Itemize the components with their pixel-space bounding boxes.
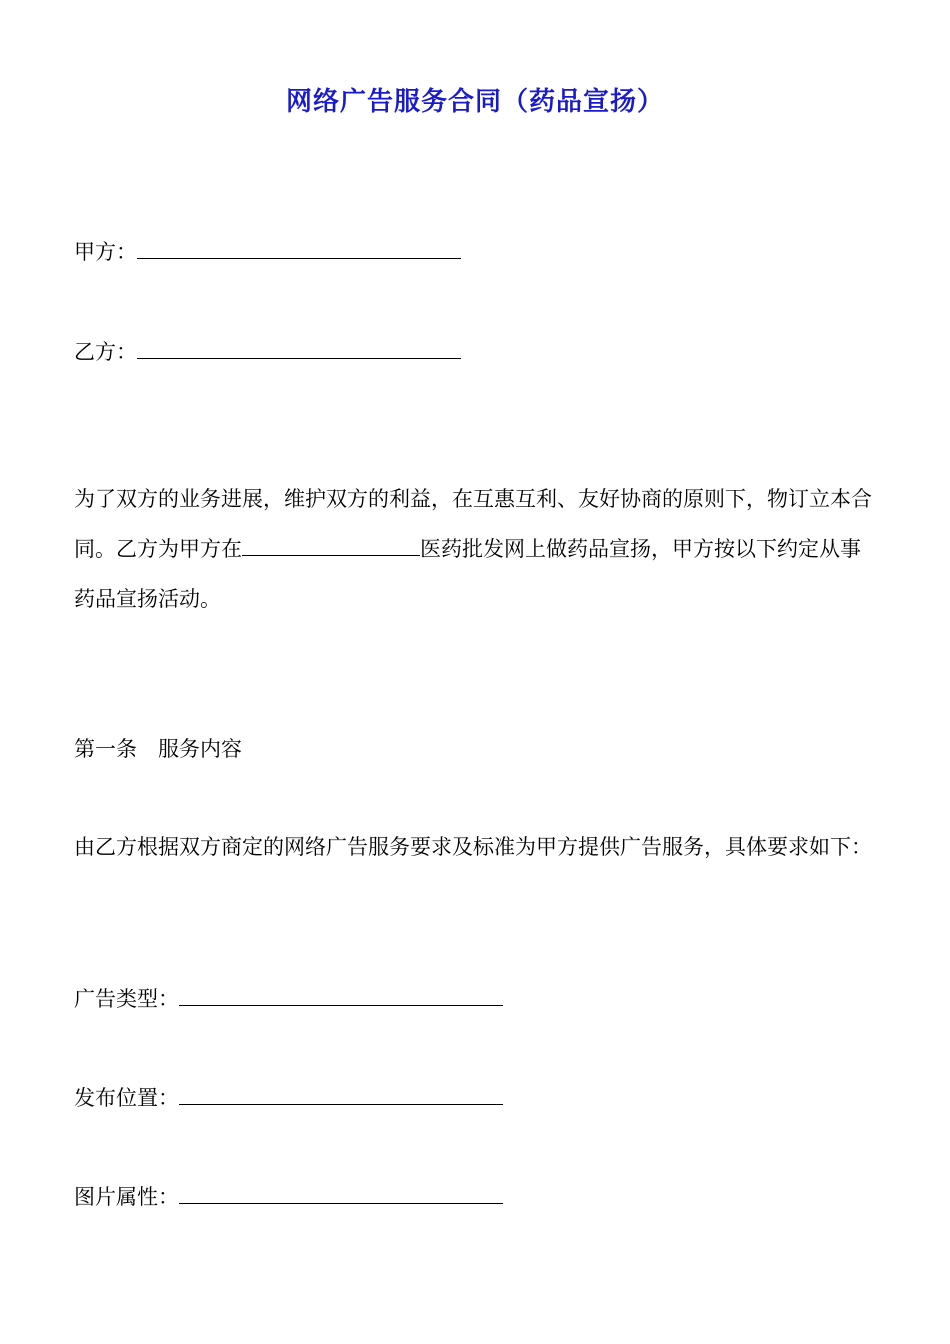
- party-a-line: [74, 236, 461, 267]
- image-attr-label: 图片属性：: [74, 1185, 179, 1209]
- image-attr-blank[interactable]: [179, 1181, 503, 1204]
- position-label: 发布位置：: [74, 1086, 179, 1110]
- intro-text-part1: 为了双方的业务进展，维护双方的利益，在互惠互利、友好协商的原则下，物订立本合同。乙方为甲方在: [74, 487, 872, 561]
- website-blank[interactable]: [242, 533, 420, 556]
- intro-paragraph: [74, 474, 879, 624]
- article-1-title: 服务内容: [158, 737, 242, 761]
- article-1-body: 由乙方根据双方商定的网络广告服务要求及标准为甲方提供广告服务，具体要求如下：: [74, 835, 872, 859]
- position-line: [74, 1082, 503, 1113]
- party-b-line: [74, 336, 461, 367]
- document-title: 网络广告服务合同（药品宣扬）: [285, 87, 664, 117]
- ad-type-blank[interactable]: [179, 983, 503, 1006]
- party-a-label: 甲方：: [74, 240, 137, 264]
- party-a-blank[interactable]: [137, 236, 461, 259]
- position-blank[interactable]: [179, 1082, 503, 1105]
- intro-text-part2: 医药批发网上做药品宣扬，甲方按以下约定从事药品宣扬活动。: [74, 537, 861, 611]
- article-1-heading: [74, 734, 242, 764]
- article-1-number: 第一条: [74, 737, 137, 761]
- party-b-label: 乙方：: [74, 340, 137, 364]
- ad-type-label: 广告类型：: [74, 987, 179, 1011]
- party-b-blank[interactable]: [137, 336, 461, 359]
- image-attr-line: [74, 1181, 503, 1212]
- ad-type-line: [74, 983, 503, 1014]
